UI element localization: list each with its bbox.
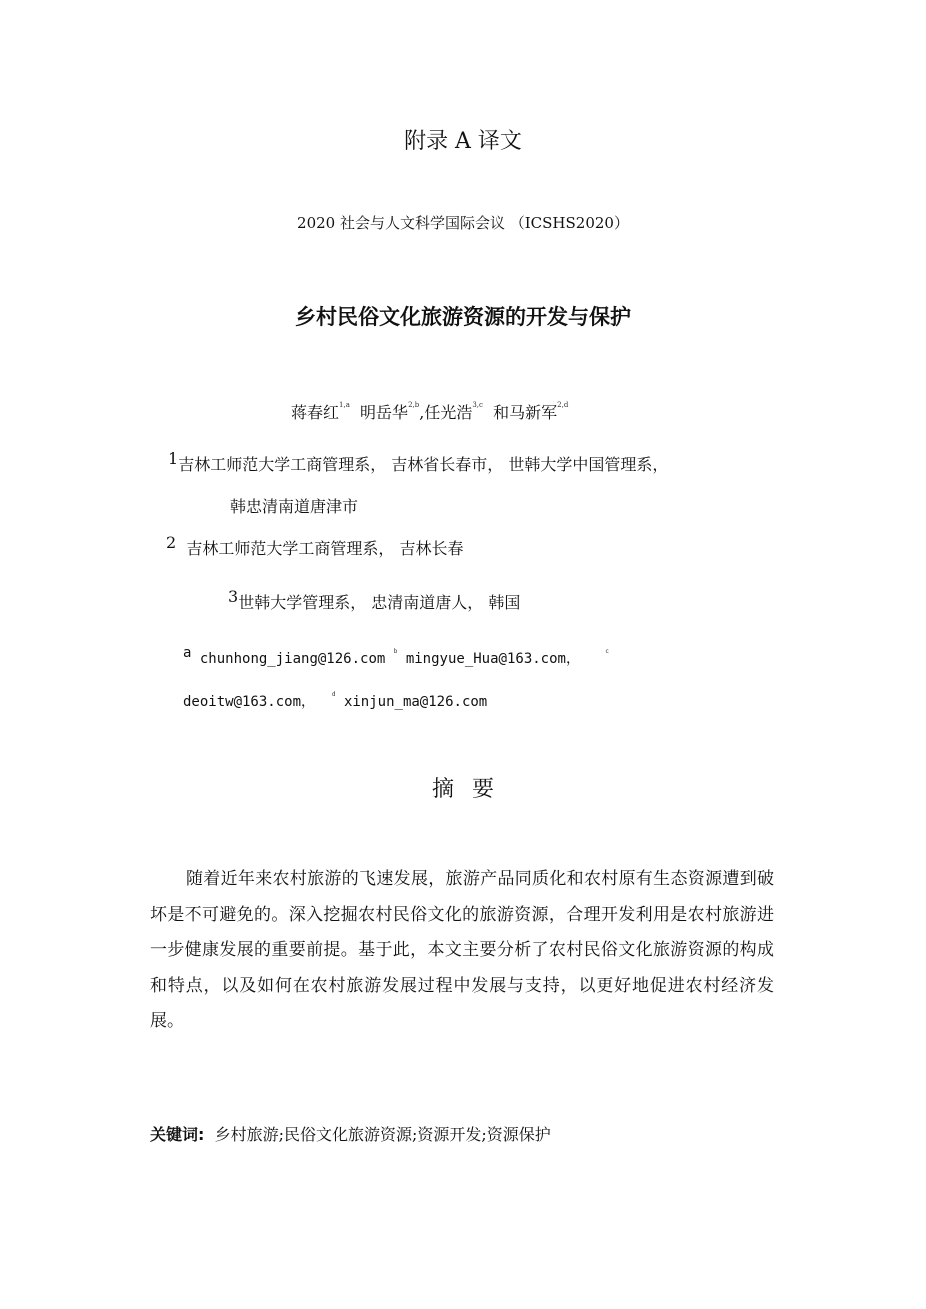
author-mark: 1,a bbox=[339, 401, 350, 409]
affiliation-1-continued: 韩忠清南道唐津市 bbox=[230, 497, 359, 516]
author-mark: 2,d bbox=[557, 401, 569, 409]
keywords-label: 关键词: bbox=[150, 1125, 205, 1144]
author-mark: 3,c bbox=[472, 401, 483, 409]
conference-line: 2020 社会与人文科学国际会议 （ICSHS2020） bbox=[297, 214, 629, 232]
affiliation-number: 3 bbox=[228, 587, 239, 606]
email-line-2 bbox=[183, 691, 487, 711]
affiliation-2 bbox=[166, 533, 464, 559]
keywords-value: 乡村旅游;民俗文化旅游资源;资源开发;资源保护 bbox=[214, 1125, 551, 1144]
author-name: 任光浩 bbox=[424, 403, 473, 422]
email-address: mingyue_Hua@163.com， bbox=[405, 651, 580, 667]
abstract-body: 随着近年来农村旅游的飞速发展，旅游产品同质化和农村原有生态资源遭到破坏是不可避免的。深入挖掘农村民俗文化的旅游资源，合理开发利用是农村旅游进一步健康发展的重要前提。基于此，本文主要分析了农村民俗文化旅游资源的构成和特点，以及如何在农村旅游发展过程中发展与支持，以更好地促进农村经济发展。 bbox=[150, 869, 774, 1031]
affiliation-3 bbox=[228, 587, 521, 613]
abstract-heading: 摘要 bbox=[431, 777, 512, 802]
email-line-1 bbox=[183, 645, 609, 668]
email-address: deoitw@163.com， bbox=[183, 694, 316, 710]
author-name: 和马新军 bbox=[493, 403, 558, 422]
author-name: 蒋春红 bbox=[291, 403, 340, 422]
appendix-title: 附录 A 译文 bbox=[404, 129, 522, 154]
affiliation-text: 吉林工师范大学工商管理系， 吉林省长春市， 世韩大学中国管理系， bbox=[178, 455, 669, 474]
email-mark: d bbox=[331, 691, 336, 698]
affiliation-number: 2 bbox=[166, 533, 177, 552]
affiliation-text: 世韩大学管理系， 忠清南道唐人， 韩国 bbox=[238, 593, 521, 612]
email-mark: b bbox=[393, 648, 398, 655]
email-mark: c bbox=[605, 648, 609, 655]
email-address: xinjun_ma@126.com bbox=[343, 694, 488, 710]
email-address: chunhong_jiang@126.com bbox=[199, 651, 386, 667]
affiliation-text: 吉林工师范大学工商管理系， 吉林长春 bbox=[186, 539, 464, 558]
author-list: 蒋春红$^{1,a}$ 明岳华$^{2,b}$,任光浩$^{3,c}$ 和马新军$^{2,d}$ bbox=[291, 401, 569, 422]
author-name: 明岳华 bbox=[360, 403, 409, 422]
author-mark: 2,b bbox=[408, 401, 420, 409]
affiliation-1 bbox=[168, 449, 669, 475]
keywords-line bbox=[150, 1122, 551, 1145]
email-mark: a bbox=[183, 645, 192, 661]
affiliation-number: 1 bbox=[168, 449, 179, 468]
paper-title: 乡村民俗文化旅游资源的开发与保护 bbox=[295, 305, 631, 329]
